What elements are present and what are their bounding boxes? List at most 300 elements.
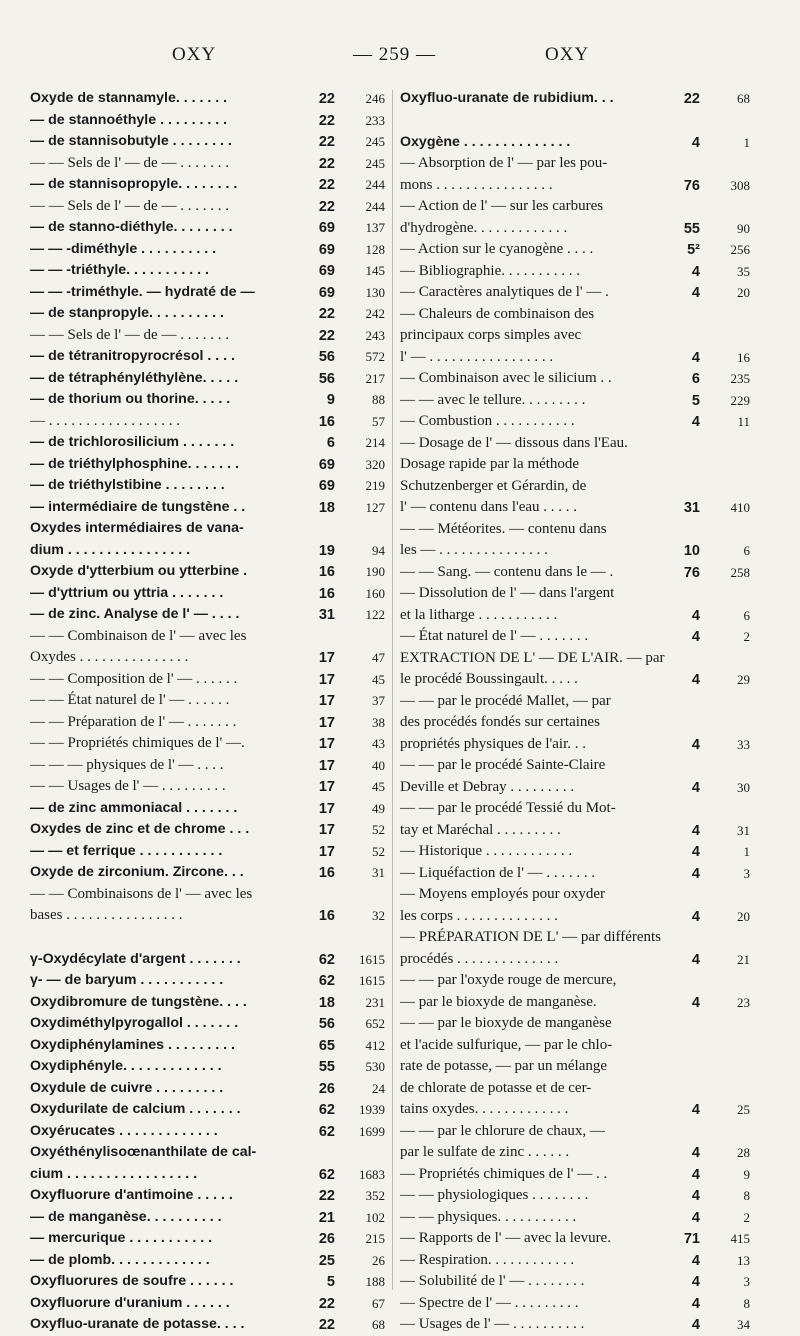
volume-number: 4 xyxy=(691,134,700,151)
page-reference: 572 xyxy=(365,349,385,364)
entry-term: — d'yttrium ou yttria . . . . . . . xyxy=(30,584,224,601)
volume-number: 4 xyxy=(691,607,700,624)
index-entry xyxy=(30,1228,385,1250)
entry-reference xyxy=(662,218,750,240)
volume-number: 25 xyxy=(318,1252,335,1269)
entry-reference xyxy=(662,1164,750,1186)
entry-reference xyxy=(297,604,385,626)
volume-number: 22 xyxy=(683,91,700,107)
volume-number: 21 xyxy=(318,1209,335,1226)
entry-reference xyxy=(297,1293,385,1315)
entry-reference xyxy=(297,88,385,110)
volume-number: 22 xyxy=(318,155,335,172)
entry-reference xyxy=(297,949,385,971)
entry-term: — — — physiques de l' — . . . . xyxy=(30,756,224,773)
volume-number: 4 xyxy=(691,629,700,645)
entry-reference xyxy=(297,1078,385,1100)
entry-term: Oxydiphényle. . . . . . . . . . . . . xyxy=(30,1058,222,1074)
entry-line xyxy=(30,1228,385,1250)
entry-line xyxy=(30,346,385,368)
entry-reference xyxy=(297,239,385,261)
entry-reference xyxy=(297,217,385,239)
index-entry xyxy=(30,1035,385,1057)
index-entry xyxy=(400,841,750,863)
entry-reference xyxy=(662,1314,750,1336)
page-reference: 29 xyxy=(737,672,750,687)
entry-line xyxy=(400,626,750,648)
volume-number: 62 xyxy=(318,1102,335,1118)
page-reference: 24 xyxy=(372,1080,385,1096)
entry-term: Oxyfluorures de soufre . . . . . . xyxy=(30,1273,234,1289)
entry-reference xyxy=(662,1142,750,1164)
volume-number: 4 xyxy=(691,994,700,1011)
entry-reference xyxy=(297,905,385,927)
page-reference: 217 xyxy=(365,370,385,386)
index-entry xyxy=(30,174,385,196)
entry-line xyxy=(30,88,385,110)
page-reference: 68 xyxy=(372,1317,385,1332)
entry-line xyxy=(30,755,385,777)
entry-reference xyxy=(297,368,385,390)
volume-number: 31 xyxy=(318,607,335,623)
entry-reference xyxy=(297,411,385,433)
entry-term: — — -triéthyle. . . . . . . . . . . xyxy=(30,262,209,278)
page-reference: 23 xyxy=(737,994,750,1010)
entry-term: Oxydes de zinc et de chrome . . . xyxy=(30,821,250,837)
volume-number: 4 xyxy=(691,822,700,839)
page-reference: 244 xyxy=(365,198,385,214)
entry-reference xyxy=(662,1099,750,1121)
page-reference: 31 xyxy=(372,865,385,880)
entry-line xyxy=(400,583,750,605)
volume-number: 17 xyxy=(318,693,335,709)
entry-term: Oxyéthénylisoœnanthilate de cal- xyxy=(30,1144,257,1160)
entry-line xyxy=(400,841,750,863)
entry-term: — — Composition de l' — . . . . . . xyxy=(30,670,238,687)
index-entry xyxy=(400,970,750,1013)
page-reference: 410 xyxy=(730,500,750,515)
volume-number: 18 xyxy=(318,499,335,516)
entry-line xyxy=(30,862,385,884)
entry-line xyxy=(30,432,385,454)
entry-line xyxy=(400,1099,750,1121)
volume-number: 17 xyxy=(318,800,335,817)
entry-line xyxy=(30,690,385,712)
entry-line xyxy=(400,1121,750,1143)
index-entry xyxy=(30,475,385,497)
entry-term: — — Propriétés chimiques de l' —. xyxy=(30,735,245,751)
entry-line xyxy=(400,755,750,777)
entry-reference xyxy=(297,819,385,841)
volume-number: 22 xyxy=(318,1295,335,1312)
volume-number: 69 xyxy=(318,456,335,473)
entry-line xyxy=(30,626,385,648)
entry-term: — Rapports de l' — avec la levure. xyxy=(400,1230,611,1246)
entry-term: — — -triméthyle. — hydraté de — xyxy=(30,283,255,300)
entry-line xyxy=(400,153,750,175)
index-entry xyxy=(30,1314,385,1336)
page-reference: 20 xyxy=(737,908,750,924)
entry-reference xyxy=(297,260,385,282)
entry-reference xyxy=(297,1056,385,1078)
entry-term: — de stanno-diéthyle. . . . . . . . xyxy=(30,219,233,235)
entry-continuation: et la litharge . . . . . . . . . . . xyxy=(400,606,558,623)
page-reference: 33 xyxy=(737,736,750,752)
volume-number: 4 xyxy=(691,1166,700,1183)
entry-term: — — Sels de l' — de — . . . . . . . xyxy=(30,326,229,343)
entry-line xyxy=(30,798,385,820)
entry-term: — — Sels de l' — de — . . . . . . . xyxy=(30,197,229,214)
entry-term: Oxydiphénylamines . . . . . . . . . xyxy=(30,1036,235,1053)
entry-line xyxy=(400,88,750,110)
index-entry xyxy=(30,497,385,519)
entry-reference xyxy=(297,970,385,992)
index-entry xyxy=(400,282,750,304)
entry-reference xyxy=(662,282,750,304)
page-reference: 26 xyxy=(372,1252,385,1268)
volume-number: 9 xyxy=(326,392,335,408)
entry-line xyxy=(30,497,385,519)
page-reference: 94 xyxy=(372,542,385,558)
index-entry xyxy=(400,755,750,798)
index-entry xyxy=(400,433,750,519)
entry-line xyxy=(400,927,750,949)
index-entry xyxy=(400,1314,750,1336)
entry-term: — Action sur le cyanogène . . . . xyxy=(400,241,594,257)
entry-term: — — Sels de l' — de — . . . . . . . xyxy=(30,154,229,171)
entry-line xyxy=(400,906,750,928)
entry-term: γ- — de baryum . . . . . . . . . . . xyxy=(30,972,224,988)
entry-reference xyxy=(662,777,750,799)
entry-continuation: procédés . . . . . . . . . . . . . . xyxy=(400,950,559,967)
entry-reference xyxy=(297,1099,385,1121)
entry-term: — Caractères analytiques de l' — . xyxy=(400,284,609,300)
volume-number: 22 xyxy=(318,91,335,107)
index-entry xyxy=(30,131,385,153)
volume-number: 62 xyxy=(318,1166,335,1183)
entry-reference xyxy=(662,1271,750,1293)
page-reference: 130 xyxy=(365,284,385,300)
volume-number: 22 xyxy=(318,112,335,129)
volume-number: 17 xyxy=(318,736,335,752)
page-reference: 233 xyxy=(365,112,385,128)
volume-number: 71 xyxy=(683,1231,700,1247)
entry-term: — de zinc ammoniacal . . . . . . . xyxy=(30,799,238,816)
entry-line xyxy=(400,1142,750,1164)
entry-reference xyxy=(297,561,385,583)
entry-term: — de triéthylphosphine. . . . . . . xyxy=(30,455,239,472)
page-reference: 245 xyxy=(365,134,385,149)
index-entry xyxy=(400,583,750,626)
volume-number: 56 xyxy=(318,370,335,387)
page-reference: 127 xyxy=(365,499,385,515)
entry-continuation: rate de potasse, — par un mélange xyxy=(400,1058,608,1074)
page-reference: 245 xyxy=(365,155,385,171)
page-reference: 67 xyxy=(372,1295,385,1311)
entry-line xyxy=(30,970,385,992)
entry-line xyxy=(30,454,385,476)
entry-line xyxy=(30,389,385,411)
entry-term: Oxydes intermédiaires de vana- xyxy=(30,520,244,536)
entry-line xyxy=(30,1099,385,1121)
index-entry xyxy=(400,132,750,154)
entry-line xyxy=(400,1013,750,1035)
volume-number: 19 xyxy=(318,542,335,559)
index-entry xyxy=(400,648,750,691)
entry-term: — Propriétés chimiques de l' — . . xyxy=(400,1165,608,1182)
entry-line xyxy=(400,712,750,734)
entry-reference xyxy=(297,755,385,777)
volume-number: 18 xyxy=(318,994,335,1011)
entry-line xyxy=(30,217,385,239)
volume-number: 69 xyxy=(318,263,335,279)
entry-line xyxy=(30,1078,385,1100)
entry-term: — Combinaison avec le silicium . . xyxy=(400,370,612,386)
entry-term: — — État naturel de l' — . . . . . . xyxy=(30,692,230,708)
index-entry xyxy=(30,690,385,712)
volume-number: 55 xyxy=(683,220,700,237)
index-entry xyxy=(400,798,750,841)
index-entry xyxy=(30,1293,385,1315)
entry-line xyxy=(400,863,750,885)
entry-reference xyxy=(297,776,385,798)
volume-number: 4 xyxy=(691,1252,700,1269)
entry-line xyxy=(30,131,385,153)
entry-reference xyxy=(297,862,385,884)
entry-line xyxy=(400,798,750,820)
index-entry xyxy=(30,1271,385,1293)
entry-line xyxy=(30,303,385,325)
volume-number: 62 xyxy=(318,973,335,989)
entry-term: — Action de l' — sur les carbures xyxy=(400,198,604,214)
entry-reference xyxy=(662,1185,750,1207)
right-column xyxy=(400,88,750,1336)
page-reference: 215 xyxy=(365,1231,385,1246)
entry-term: — de plomb. . . . . . . . . . . . . xyxy=(30,1251,210,1268)
volume-number: 17 xyxy=(318,757,335,774)
volume-number: 56 xyxy=(318,349,335,365)
page-reference: 52 xyxy=(372,822,385,837)
entry-line xyxy=(400,433,750,455)
entry-term: Oxydurilate de calcium . . . . . . . xyxy=(30,1101,241,1117)
volume-number: 4 xyxy=(691,1145,700,1161)
entry-reference xyxy=(297,1185,385,1207)
entry-line xyxy=(400,1271,750,1293)
page-reference: 31 xyxy=(737,822,750,838)
entry-continuation: les — . . . . . . . . . . . . . . . xyxy=(400,542,548,558)
index-entry xyxy=(30,217,385,239)
entry-continuation: Deville et Debray . . . . . . . . . xyxy=(400,778,575,795)
entry-term: — de trichlorosilicium . . . . . . . xyxy=(30,434,235,450)
entry-continuation: et l'acide sulfurique, — par le chlo- xyxy=(400,1036,613,1053)
index-entry xyxy=(30,1121,385,1143)
volume-number: 5 xyxy=(691,392,700,409)
entry-line xyxy=(30,583,385,605)
volume-number: 22 xyxy=(318,327,335,344)
entry-term: — — physiques. . . . . . . . . . . xyxy=(400,1208,577,1225)
entry-reference xyxy=(662,906,750,928)
entry-continuation: par le sulfate de zinc . . . . . . xyxy=(400,1144,570,1160)
entry-reference xyxy=(297,1035,385,1057)
entry-continuation: — par le bioxyde de manganèse. xyxy=(400,993,597,1010)
page-reference: 652 xyxy=(365,1016,385,1031)
index-entry xyxy=(30,1099,385,1121)
volume-number: 5² xyxy=(687,242,700,258)
entry-term: Oxyfluo-uranate de rubidium. . . xyxy=(400,90,614,106)
entry-term: — de stanpropyle. . . . . . . . . . xyxy=(30,305,224,321)
page-reference: 45 xyxy=(372,779,385,794)
entry-term: — — Usages de l' — . . . . . . . . . xyxy=(30,778,226,794)
entry-reference xyxy=(297,325,385,347)
index-entry xyxy=(30,755,385,777)
volume-number: 22 xyxy=(318,198,335,215)
entry-term: Oxyde d'ytterbium ou ytterbine . xyxy=(30,563,248,579)
entry-line xyxy=(30,411,385,433)
index-entry xyxy=(30,153,385,175)
entry-reference xyxy=(297,475,385,497)
entry-line xyxy=(30,153,385,175)
entry-term: — Moyens employés pour oxyder xyxy=(400,886,605,902)
entry-line xyxy=(30,260,385,282)
page-reference: 57 xyxy=(372,413,385,429)
volume-number: 26 xyxy=(318,1231,335,1247)
entry-reference xyxy=(297,1164,385,1186)
index-entry xyxy=(30,798,385,820)
page-reference: 16 xyxy=(737,349,750,365)
entry-line xyxy=(400,239,750,261)
entry-line xyxy=(30,1314,385,1336)
entry-line xyxy=(30,712,385,734)
page-reference: 242 xyxy=(365,306,385,321)
entry-term: — . . . . . . . . . . . . . . . . . . xyxy=(30,412,180,429)
index-entry xyxy=(30,1142,385,1185)
entry-line xyxy=(400,175,750,197)
volume-number: 55 xyxy=(318,1059,335,1075)
section-gap xyxy=(400,110,750,132)
index-entry xyxy=(400,1228,750,1250)
entry-term: — — -diméthyle . . . . . . . . . . xyxy=(30,240,217,257)
index-entry xyxy=(30,561,385,583)
entry-reference xyxy=(662,175,750,197)
entry-reference xyxy=(662,1207,750,1229)
entry-term: — de zinc. Analyse de l' — . . . . xyxy=(30,606,240,622)
entry-line xyxy=(400,734,750,756)
entry-reference xyxy=(662,411,750,433)
entry-continuation: dium . . . . . . . . . . . . . . . . xyxy=(30,541,191,558)
page-reference: 47 xyxy=(372,650,385,665)
entry-term: — de stannoéthyle . . . . . . . . . xyxy=(30,111,228,128)
entry-reference xyxy=(297,110,385,132)
volume-number: 22 xyxy=(318,1317,335,1333)
volume-number: 62 xyxy=(318,1123,335,1140)
entry-line xyxy=(400,454,750,476)
index-entry xyxy=(30,970,385,992)
entry-reference xyxy=(297,131,385,153)
entry-continuation: tay et Maréchal . . . . . . . . . xyxy=(400,821,561,838)
entry-line xyxy=(400,476,750,498)
volume-number: 6 xyxy=(691,371,700,387)
header-left: OXY xyxy=(172,44,217,65)
index-entry xyxy=(400,261,750,283)
page-reference: 190 xyxy=(365,564,385,579)
entry-line xyxy=(30,540,385,562)
volume-number: 4 xyxy=(691,263,700,280)
entry-term: — Historique . . . . . . . . . . . . xyxy=(400,843,573,859)
entry-continuation: Dosage rapide par la méthode xyxy=(400,456,580,472)
volume-number: 4 xyxy=(691,736,700,753)
entry-term: — Dissolution de l' — dans l'argent xyxy=(400,585,615,601)
entry-reference xyxy=(662,390,750,412)
volume-number: 4 xyxy=(691,1274,700,1290)
index-entry xyxy=(400,304,750,369)
entry-line xyxy=(400,669,750,691)
index-entry xyxy=(30,626,385,669)
entry-line xyxy=(400,261,750,283)
entry-term: — — et ferrique . . . . . . . . . . . xyxy=(30,842,223,859)
entry-line xyxy=(400,304,750,326)
volume-number: 16 xyxy=(318,908,335,924)
entry-line xyxy=(30,368,385,390)
page-reference: 32 xyxy=(372,908,385,923)
entry-line xyxy=(30,1164,385,1186)
entry-term: — de stannisobutyle . . . . . . . . xyxy=(30,133,232,149)
volume-number: 22 xyxy=(318,306,335,322)
entry-term: — État naturel de l' — . . . . . . . xyxy=(400,628,589,644)
index-entry xyxy=(30,604,385,626)
entry-reference xyxy=(297,389,385,411)
volume-number: 17 xyxy=(318,671,335,688)
page-reference: 90 xyxy=(737,220,750,236)
page-reference: 1615 xyxy=(359,973,385,988)
entry-line xyxy=(400,1056,750,1078)
entry-term: Oxydibromure de tungstène. . . . xyxy=(30,993,247,1010)
entry-line xyxy=(400,992,750,1014)
page-reference: 21 xyxy=(737,951,750,967)
index-entry xyxy=(400,884,750,927)
entry-line xyxy=(30,282,385,304)
entry-reference xyxy=(297,432,385,454)
volume-number: 22 xyxy=(318,177,335,193)
page-reference: 235 xyxy=(730,371,750,386)
page-reference: 9 xyxy=(743,1166,750,1182)
entry-term: Oxyfluo-uranate de potasse. . . . xyxy=(30,1316,245,1332)
index-entry xyxy=(30,239,385,261)
entry-line xyxy=(400,605,750,627)
entry-continuation: le procédé Boussingault. . . . . xyxy=(400,671,578,687)
entry-line xyxy=(400,1250,750,1272)
entry-term: γ-Oxydécylate d'argent . . . . . . . xyxy=(30,950,241,967)
entry-term: — Dosage de l' — dissous dans l'Eau. xyxy=(400,434,628,451)
entry-line xyxy=(400,1228,750,1250)
entry-line xyxy=(400,691,750,713)
entry-line xyxy=(30,733,385,755)
index-entry xyxy=(30,1056,385,1078)
entry-reference xyxy=(662,132,750,154)
entry-reference xyxy=(662,1250,750,1272)
entry-line xyxy=(30,1293,385,1315)
entry-line xyxy=(400,325,750,347)
entry-term: — — avec le tellure. . . . . . . . . xyxy=(400,391,586,408)
entry-term: — de tétranitropyrocrésol . . . . xyxy=(30,348,235,364)
entry-line xyxy=(400,347,750,369)
volume-number: 4 xyxy=(691,349,700,366)
entry-line xyxy=(400,519,750,541)
page-reference: 34 xyxy=(737,1317,750,1332)
entry-line xyxy=(400,1314,750,1336)
entry-line xyxy=(30,1142,385,1164)
page-reference: 2 xyxy=(743,629,750,644)
page-reference: 20 xyxy=(737,285,750,300)
